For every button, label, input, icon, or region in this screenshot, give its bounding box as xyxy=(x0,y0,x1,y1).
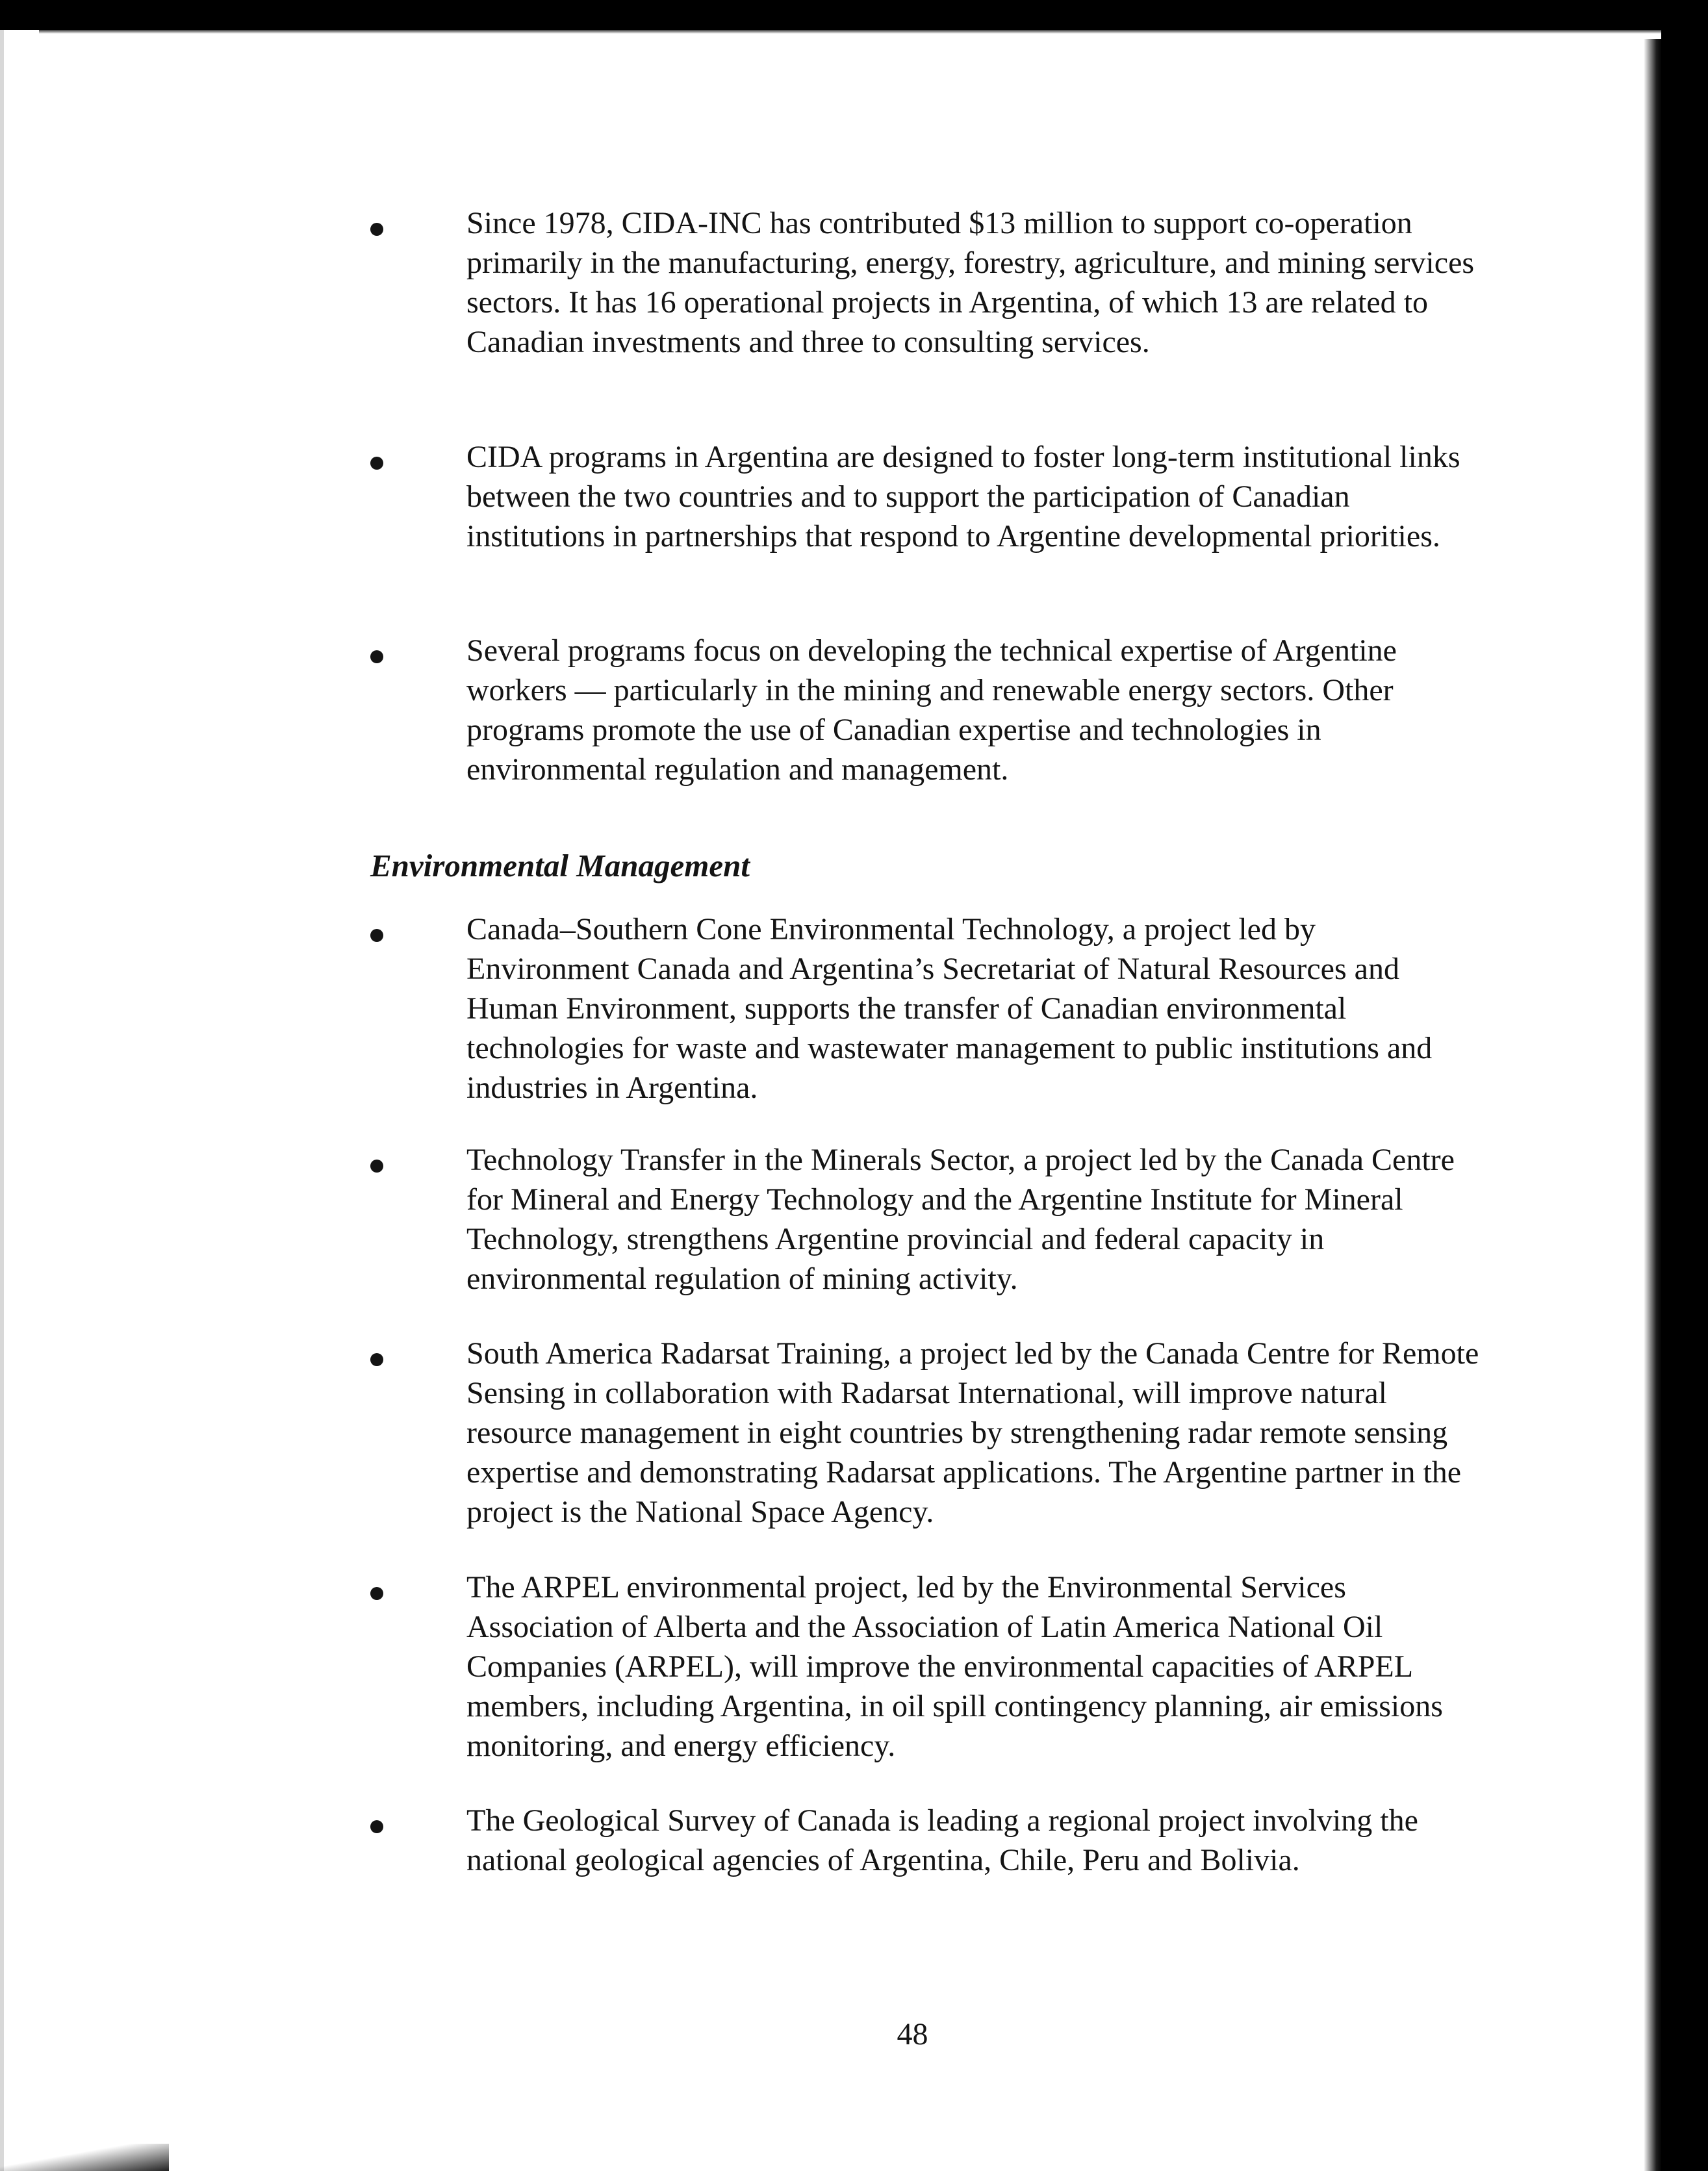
bullet-text: The Geological Survey of Canada is leading a regional project involving the national geological agencies of Argentina, Chile, Peru and Bolivia. xyxy=(466,1803,1418,1877)
bullet-icon xyxy=(370,1587,383,1600)
bullet-text: South America Radarsat Training, a project led by the Canada Centre for Remote Sensing in collaboration with Radarsat International, will improve natural resource management in eight countries by strengthening radar remote sensing expertise and demonstrating Radarsat applications. The Argentine partner in the project is the National Space Agency. xyxy=(466,1336,1479,1529)
bullet-icon xyxy=(370,1820,383,1833)
bullet-text: Technology Transfer in the Minerals Sector, a project led by the Canada Centre for Mineral and Energy Technology and the Argentine Institute for Mineral Technology, strengthens Argentine provincial and federal capacity in environmental regulation of mining activity. xyxy=(466,1143,1455,1296)
page-number: 48 xyxy=(897,2017,928,2051)
bullet-icon xyxy=(370,457,383,470)
bullet-text: Several programs focus on developing the technical expertise of Argentine workers — particularly in the mining and renewable energy sectors. Other programs promote the use of Canadian expertise and technologies in environmental regulation and management. xyxy=(466,633,1397,787)
bullet-text: Canada–Southern Cone Environmental Technology, a project led by Environment Canada and Argentina’s Secretariat of Natural Resources and Human Environment, supports the transfer of Canadian environmental technologies for waste and wastewater management to public institutions and industries in Argentina. xyxy=(466,912,1433,1105)
bullet-icon xyxy=(370,1353,383,1366)
bullet-icon xyxy=(370,650,383,663)
bullet-icon xyxy=(370,929,383,942)
bullet-text: The ARPEL environmental project, led by the Environmental Services Association of Alberta and the Association of Latin America National Oil Companies (ARPEL), will improve the environmental capacities of ARPEL members, including Argentina, in oil spill contingency planning, air emissions monitoring, and energy efficiency. xyxy=(466,1570,1443,1763)
bullet-icon xyxy=(370,223,383,236)
bullet-icon xyxy=(370,1160,383,1173)
bullet-text: CIDA programs in Argentina are designed to foster long-term institutional links between the two countries and to support the participation of Canadian institutions in partnerships that respond to Argentine developmental priorities. xyxy=(466,440,1460,553)
bullet-text: Since 1978, CIDA-INC has contributed $13 million to support co-operation primarily in the manufacturing, energy, forestry, agriculture, and mining services sectors. It has 16 operational projects in Argentina, of which 13 are related to Canadian investments and three to consulting services. xyxy=(466,206,1475,359)
section-heading: Environmental Management xyxy=(370,848,750,883)
